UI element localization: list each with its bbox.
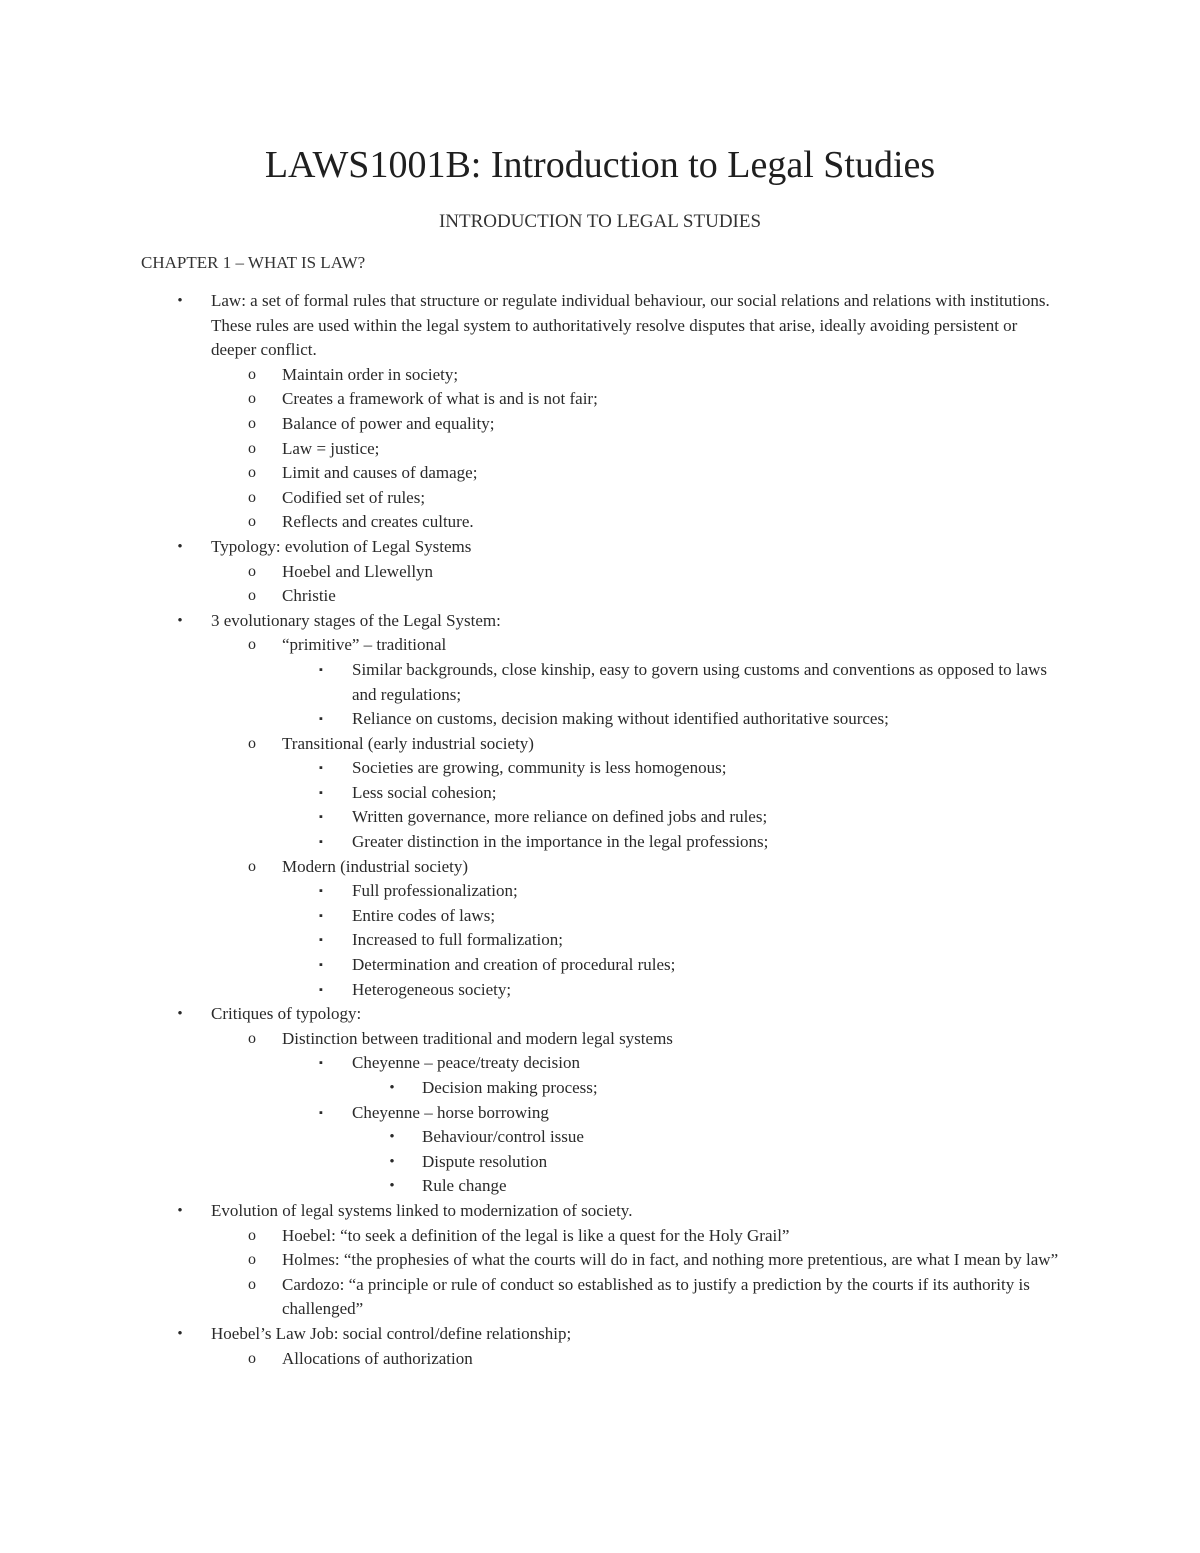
bullet-icon: o bbox=[248, 1251, 256, 1269]
list-item bbox=[0, 363, 1200, 388]
list-item-text: Less social cohesion; bbox=[352, 782, 497, 802]
list-item-text: Modern (industrial society) bbox=[282, 856, 469, 876]
list-item-text: Full professionalization; bbox=[352, 881, 518, 901]
list-item-text: Dispute resolution bbox=[422, 1151, 548, 1171]
list-item bbox=[0, 707, 1200, 732]
list-item-text: Allocations of authorization bbox=[282, 1348, 473, 1368]
bullet-icon: o bbox=[248, 488, 256, 506]
list-item-text: Cardozo: “a principle or rule of conduct so established as to justify a prediction by the courts if its authority is challenged” bbox=[282, 1274, 1030, 1319]
list-item bbox=[0, 560, 1200, 585]
list-item bbox=[0, 1322, 1200, 1347]
list-item-text: Entire codes of laws; bbox=[352, 905, 496, 925]
list-item bbox=[0, 289, 1200, 363]
list-item-text: Heterogeneous society; bbox=[352, 979, 512, 999]
bullet-icon: o bbox=[248, 636, 256, 654]
bullet-icon: • bbox=[389, 1178, 395, 1195]
list-item bbox=[0, 1273, 1200, 1322]
list-item bbox=[0, 732, 1200, 757]
list-item-text: Similar backgrounds, close kinship, easy to govern using customs and conventions as opposed to laws and regulations; bbox=[352, 659, 1048, 704]
list-item-text: Cheyenne – peace/treaty decision bbox=[352, 1053, 580, 1073]
list-item-text: Christie bbox=[282, 586, 336, 606]
bullet-icon: o bbox=[248, 464, 256, 482]
list-item-text: Evolution of legal systems linked to modernization of society. bbox=[211, 1200, 633, 1220]
bullet-icon: ▪ bbox=[319, 663, 323, 676]
page-title: LAWS1001B: Introduction to Legal Studies bbox=[264, 144, 936, 186]
list-item-text: Decision making process; bbox=[422, 1078, 598, 1097]
list-item-text: Law: a set of formal rules that structure or regulate individual behaviour, our social relations and relations with institutions. These rules are used within the legal system to authoritatively resolve disputes that arise, ideally avoiding persistent or deeper conflict. bbox=[211, 291, 1050, 360]
list-item bbox=[0, 928, 1200, 953]
bullet-icon: o bbox=[248, 1349, 256, 1367]
list-item bbox=[0, 1199, 1200, 1224]
list-item bbox=[0, 781, 1200, 806]
list-item bbox=[0, 855, 1200, 880]
bullet-icon: o bbox=[248, 390, 256, 408]
bullet-icon: ▪ bbox=[319, 909, 323, 922]
list-item bbox=[0, 510, 1200, 535]
bullet-icon: ▪ bbox=[319, 1057, 323, 1070]
bullet-icon: • bbox=[177, 1325, 183, 1342]
list-item bbox=[0, 978, 1200, 1003]
bullet-icon: o bbox=[248, 414, 256, 432]
list-item-text: Behaviour/control issue bbox=[422, 1127, 584, 1147]
bullet-icon: o bbox=[248, 734, 256, 752]
list-item-text: Balance of power and equality; bbox=[282, 413, 495, 433]
list-item-text: Codified set of rules; bbox=[282, 487, 426, 507]
list-item-text: Determination and creation of procedural rules; bbox=[352, 955, 676, 975]
notes-list bbox=[0, 289, 1200, 1371]
list-item bbox=[0, 486, 1200, 511]
bullet-icon: o bbox=[248, 513, 256, 531]
list-item bbox=[0, 1125, 1200, 1150]
list-item-text: Hoebel: “to seek a definition of the legal is like a quest for the Holy Grail” bbox=[282, 1225, 790, 1245]
bullet-icon: • bbox=[177, 1202, 183, 1219]
list-item bbox=[0, 830, 1200, 855]
list-item bbox=[0, 1150, 1200, 1175]
list-item bbox=[0, 1027, 1200, 1052]
list-item bbox=[0, 904, 1200, 929]
bullet-icon: o bbox=[248, 857, 256, 875]
list-item bbox=[0, 1002, 1200, 1027]
list-item-text: Greater distinction in the importance in the legal professions; bbox=[352, 832, 769, 852]
list-item-text: Transitional (early industrial society) bbox=[282, 733, 534, 753]
list-item-text: Critiques of typology: bbox=[211, 1004, 362, 1024]
bullet-icon: ▪ bbox=[319, 811, 323, 824]
list-item-text: Hoebel’s Law Job: social control/define relationship; bbox=[211, 1323, 572, 1343]
bullet-icon: o bbox=[248, 365, 256, 383]
list-item bbox=[0, 1174, 1200, 1199]
bullet-icon: • bbox=[389, 1153, 395, 1170]
list-item bbox=[0, 535, 1200, 560]
list-item-text: Distinction between traditional and modern legal systems bbox=[282, 1028, 673, 1048]
list-item-text: Maintain order in society; bbox=[282, 364, 459, 384]
bullet-icon: o bbox=[248, 1226, 256, 1244]
bullet-icon: o bbox=[248, 562, 256, 580]
list-item bbox=[0, 609, 1200, 634]
list-item bbox=[0, 387, 1200, 412]
bullet-icon: • bbox=[177, 612, 183, 629]
list-item bbox=[0, 437, 1200, 462]
bullet-icon: ▪ bbox=[319, 762, 323, 775]
chapter-heading: CHAPTER 1 – WHAT IS LAW? bbox=[141, 253, 366, 272]
list-item bbox=[0, 953, 1200, 978]
list-item-text: Increased to full formalization; bbox=[352, 930, 563, 950]
list-item-text: Typology: evolution of Legal Systems bbox=[211, 536, 472, 556]
bullet-icon: ▪ bbox=[319, 1106, 323, 1119]
bullet-icon: o bbox=[248, 1029, 256, 1047]
list-item bbox=[0, 879, 1200, 904]
bullet-icon: ▪ bbox=[319, 934, 323, 947]
bullet-icon: ▪ bbox=[319, 786, 323, 799]
list-item bbox=[0, 658, 1200, 707]
bullet-icon: o bbox=[248, 587, 256, 605]
bullet-icon: • bbox=[177, 293, 183, 309]
list-item-text: Limit and causes of damage; bbox=[282, 463, 478, 483]
list-item bbox=[0, 461, 1200, 486]
list-item-text: Reflects and creates culture. bbox=[282, 512, 474, 532]
list-item bbox=[0, 584, 1200, 609]
bullet-icon: ▪ bbox=[319, 983, 323, 996]
list-item bbox=[0, 1248, 1200, 1273]
bullet-icon: o bbox=[248, 439, 256, 457]
list-item bbox=[0, 1224, 1200, 1249]
bullet-icon: • bbox=[389, 1129, 395, 1146]
list-item-text: Hoebel and Llewellyn bbox=[282, 561, 434, 581]
list-item bbox=[0, 633, 1200, 658]
list-item-text: Reliance on customs, decision making without identified authoritative sources; bbox=[352, 709, 889, 729]
list-item-text: Creates a framework of what is and is not fair; bbox=[282, 389, 598, 409]
list-item-text: Holmes: “the prophesies of what the courts will do in fact, and nothing more pretentious, are what I mean by law” bbox=[282, 1250, 1059, 1270]
list-item bbox=[0, 412, 1200, 437]
list-item-text: Written governance, more reliance on defined jobs and rules; bbox=[352, 807, 768, 827]
list-item-text: Law = justice; bbox=[282, 438, 380, 458]
page-subtitle: INTRODUCTION TO LEGAL STUDIES bbox=[438, 211, 762, 232]
bullet-icon: • bbox=[177, 538, 183, 555]
list-item-text: Cheyenne – horse borrowing bbox=[352, 1102, 549, 1122]
list-item-text: 3 evolutionary stages of the Legal System: bbox=[211, 610, 501, 630]
bullet-icon: o bbox=[248, 1275, 256, 1293]
bullet-icon: ▪ bbox=[319, 959, 323, 972]
list-item bbox=[0, 1051, 1200, 1076]
list-item bbox=[0, 1076, 1200, 1101]
bullet-icon: ▪ bbox=[319, 713, 323, 726]
list-item bbox=[0, 1101, 1200, 1126]
list-item bbox=[0, 805, 1200, 830]
list-item bbox=[0, 756, 1200, 781]
list-item-text: Rule change bbox=[422, 1176, 507, 1196]
list-item-text: “primitive” – traditional bbox=[282, 635, 447, 655]
bullet-icon: ▪ bbox=[319, 836, 323, 849]
bullet-icon: • bbox=[177, 1006, 183, 1023]
list-item bbox=[0, 1347, 1200, 1372]
bullet-icon: • bbox=[389, 1080, 395, 1096]
bullet-icon: ▪ bbox=[319, 885, 323, 898]
list-item-text: Societies are growing, community is less homogenous; bbox=[352, 758, 727, 778]
